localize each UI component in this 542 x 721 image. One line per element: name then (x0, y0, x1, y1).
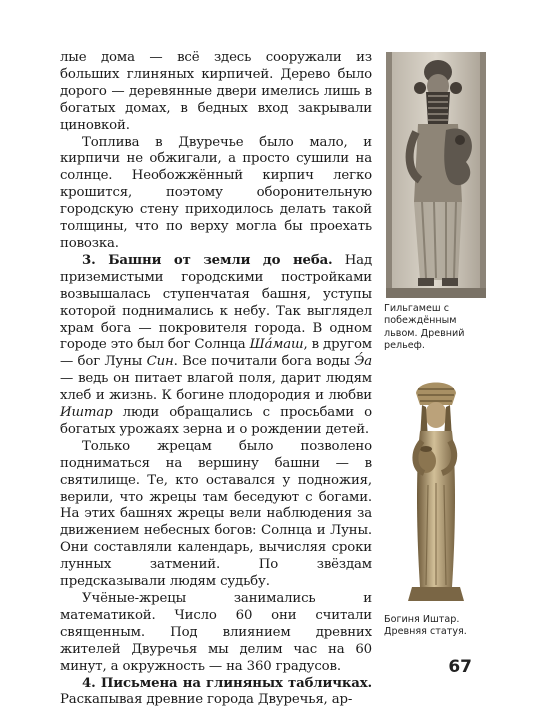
name-shamash: Ша́маш (249, 337, 304, 353)
statue-illustration (398, 375, 474, 607)
paragraph-5: Учёные-жрецы занимались и математикой. Число 60 они считали священным. Под влиянием древних жителей Двуречья мы делим час на 60 минут, а окружность — на 360 градусов. (60, 591, 372, 674)
paragraph-6 (60, 676, 372, 710)
paragraph-3-text-b: , в другом — бог Луны (60, 337, 372, 370)
paragraph-3 (60, 253, 372, 439)
name-ea: Э́а (354, 354, 372, 370)
relief-illustration (386, 52, 486, 298)
name-ishtar: Иштар (60, 405, 113, 421)
paragraph-6-text-a: Раскапывая древние города Двуречья, ар- (60, 692, 353, 708)
statue-caption: Богиня Иштар. Древняя статуя. (384, 614, 467, 638)
section-heading-4: 4. Письмена на глиняных табличках. (82, 675, 372, 691)
paragraph-1: лые дома — всё здесь сооружали из больших глиняных кирпичей. Дерево было дорого — деревянные двери имелись лишь в богатых домах, в бедных вход закрывали циновкой. (60, 50, 372, 133)
paragraph-4: Только жрецам было позволено подниматься на вершину башни — в святилище. Те, кто оставался у подножия, верили, что жрецы там беседуют с богами. На этих башнях жрецы вели наблюдения за движением небесных богов: Солнца и Луны. Они составляли календарь, вычисляя сроки лунных затмений. По звёздам предсказывали людям судьбу. (60, 438, 372, 590)
page-number: 67 (448, 657, 472, 677)
paragraph-2: Топлива в Двуречье было мало, и кирпичи не обжигали, а просто сушили на солнце. Необожжённый кирпич легко крошится, поэтому оборонительную городскую стену приходилось делать такой толщины, что по верху могла бы проехать повозка. (60, 134, 372, 251)
gilgamesh-relief-image (386, 52, 486, 298)
relief-caption: Гильгамеш с побеждённым львом. Древний рельеф. (384, 303, 465, 352)
paragraph-3-text-e: люди обращались с просьбами о богатых урожаях зерна и о рождении детей. (60, 405, 372, 437)
paragraph-3-text-c: . Все почитали бога воды (173, 354, 355, 370)
name-sin: Син (146, 354, 174, 370)
section-heading-3: 3. Башни от земли до неба. (82, 252, 333, 268)
paragraph-3-text-d: — ведь он питает влагой поля, дарит людям хлеб и жизнь. К богине плодородия и любви (60, 371, 372, 404)
paragraph-3-text-a: Над приземистыми городскими постройками возвышалась ступенчатая башня, уступы которой поднимались к небу. Так выглядел храм бога — покровителя города. В одном городе это был бог Солнца (60, 252, 372, 353)
main-text-column (60, 50, 372, 709)
ishtar-statue-image (398, 375, 474, 607)
